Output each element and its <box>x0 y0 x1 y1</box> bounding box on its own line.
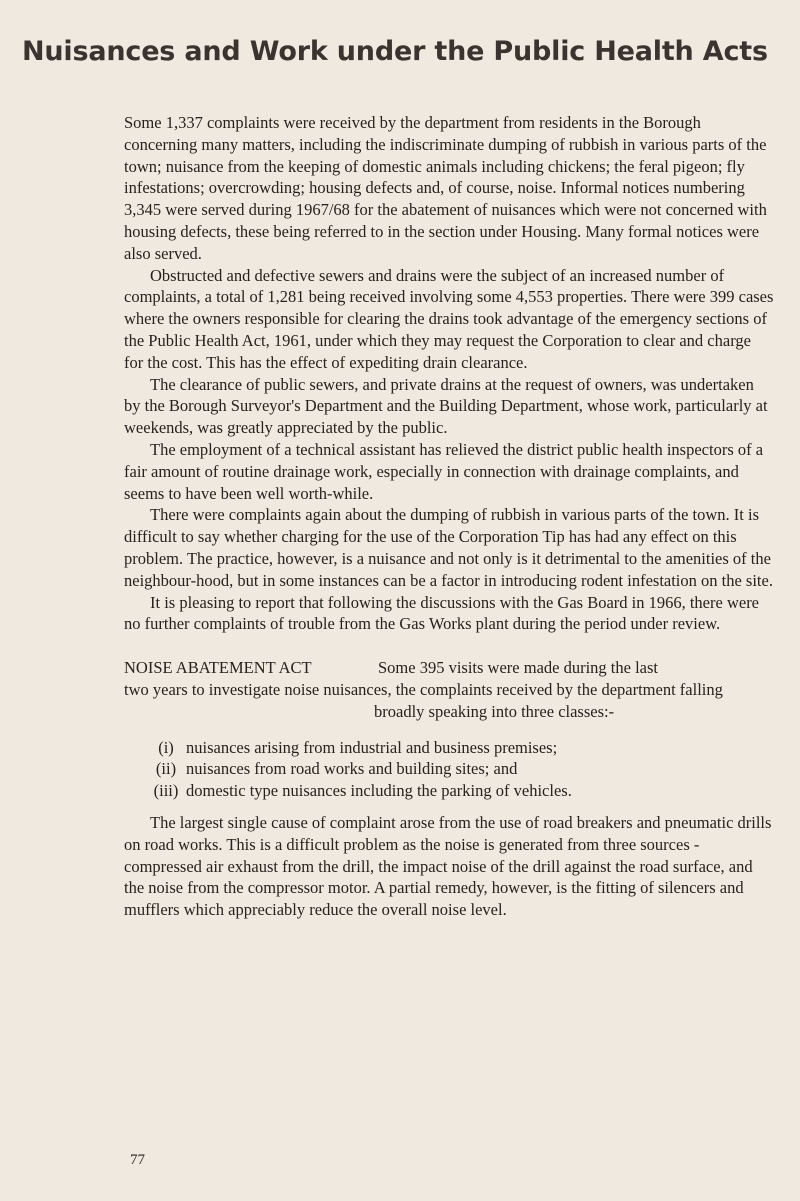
paragraph: Obstructed and defective sewers and drains were the subject of an increased number of complaints, a total of 1,281 being received involving some 4,553 properties. There were 399 cases where the owners responsible for clearing the drains took advantage of the emergency sections of the Public Health Act, 1961, under which they may request the Corporation to clear and charge for the cost. This has the effect of expediting drain clearance. <box>124 265 774 372</box>
list-item-number: (i) <box>158 737 174 757</box>
list-item-text: domestic type nuisances including the parking of vehicles. <box>186 781 572 801</box>
paragraph: There were complaints again about the dumping of rubbish in various parts of the town. It is difficult to say whether charging for the use of the Corporation Tip has had any effect on this problem. The practice, however, is a nuisance and not only is it detrimental to the amenities of the neighbour-hood, but in some instances can be a factor in introducing rodent infestation on the site. <box>124 505 773 590</box>
noise-section-heading-row <box>124 657 774 679</box>
section-intro: two years to investigate noise nuisances, the complaints received by the department falling broadly speaking into three classes:- <box>124 679 723 721</box>
paragraph: It is pleasing to report that following the discussions with the Gas Board in 1966, there were no further complaints of trouble from the Gas Works plant during the period under review. <box>124 592 760 634</box>
section-intro-first-line: Some 395 visits were made during the last <box>378 658 658 678</box>
page-title: Nuisances and Work under the Public Health Acts <box>22 36 768 67</box>
section-heading: NOISE ABATEMENT ACT <box>124 658 312 678</box>
noise-classes-list <box>146 737 774 802</box>
list-item-text: nuisances arising from industrial and business premises; <box>186 737 558 757</box>
paragraph: The clearance of public sewers, and private drains at the request of owners, was undertaken by the Borough Surveyor's Department and the Building Department, whose work, particularly at weekends, was greatly appreciated by the public. <box>124 374 768 438</box>
list-item <box>146 737 774 759</box>
list-item <box>146 780 774 802</box>
page-number: 77 <box>130 1152 145 1168</box>
paragraph: Some 1,337 complaints were received by the department from residents in the Borough concerning many matters, including the indiscriminate dumping of rubbish in various parts of the town; nuisance from the keeping of domestic animals including chickens; the feral pigeon; fly infestations; overcrowding; housing defects and, of course, noise. Informal notices numbering 3,345 were served during 1967/68 for the abatement of nuisances which were not concerned with housing defects, these being referred to in the section under Housing. Many formal notices were also served. <box>124 113 767 263</box>
body-text <box>124 112 774 921</box>
list-item-number: (ii) <box>155 759 177 779</box>
list-item-number: (iii) <box>153 781 179 801</box>
list-item <box>146 758 774 780</box>
list-item-text: nuisances from road works and building sites; and <box>186 759 518 779</box>
paragraph: The employment of a technical assistant has relieved the district public health inspectors of a fair amount of routine drainage work, especially in connection with drainage complaints, and seems to have been well worth-while. <box>124 439 764 503</box>
paragraph: The largest single cause of complaint arose from the use of road breakers and pneumatic drills on road works. This is a difficult problem as the noise is generated from three sources - compressed air exhaust from the drill, the impact noise of the drill against the road surface, and the noise from the compressor motor. A partial remedy, however, is the fitting of silencers and mufflers which appreciably reduce the overall noise level. <box>124 812 772 920</box>
